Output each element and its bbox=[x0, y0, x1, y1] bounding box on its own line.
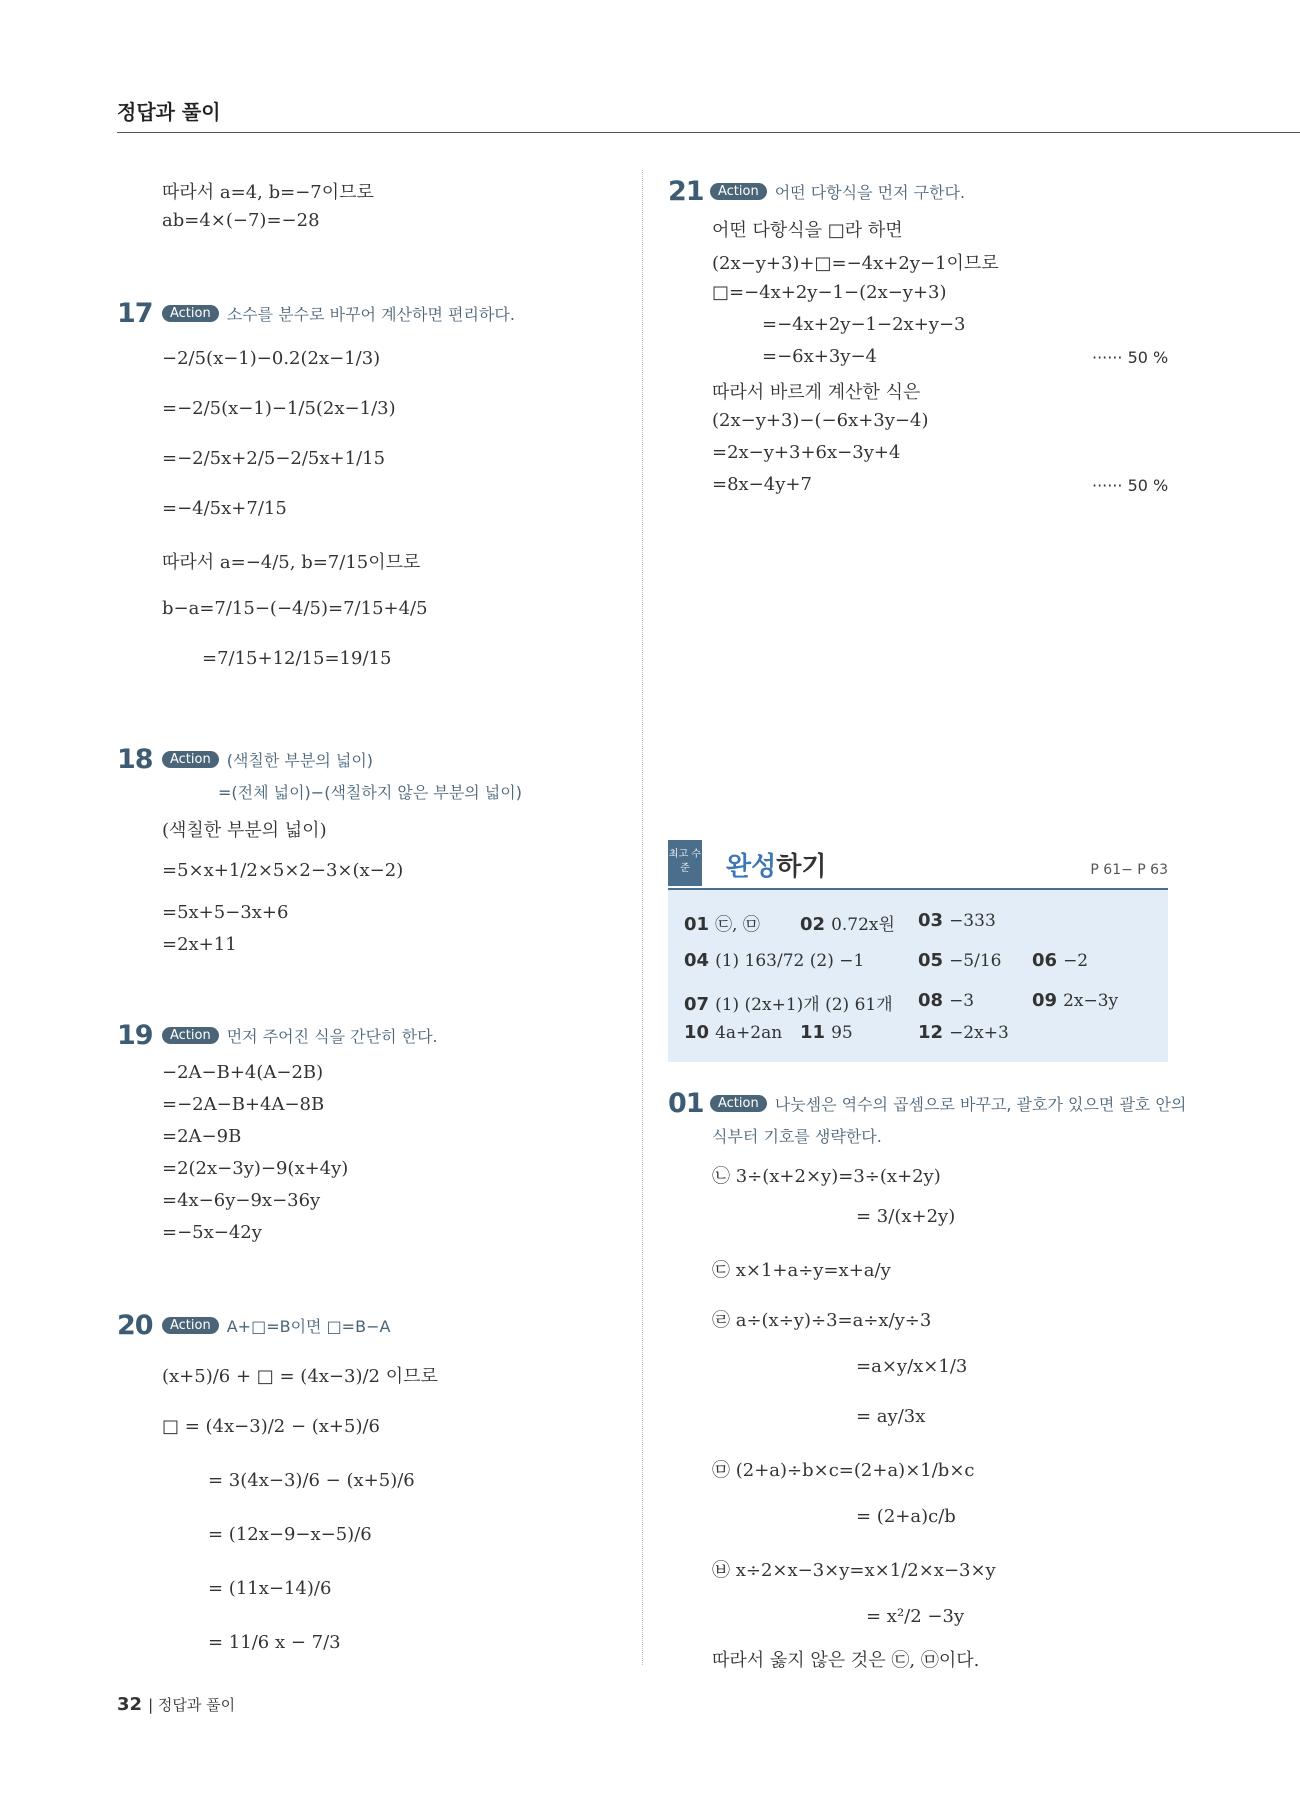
p17-line-1: −2/5(x−1)−0.2(2x−1/3) bbox=[162, 348, 381, 369]
footer-divider: | bbox=[148, 1696, 154, 1714]
p20-line-6: = 11/6 x − 7/3 bbox=[208, 1632, 341, 1653]
p21-line-5: =−6x+3y−4 bbox=[762, 346, 878, 367]
answer-number: 03 bbox=[918, 910, 944, 931]
answer-number: 01 bbox=[684, 914, 710, 935]
header-rule bbox=[117, 132, 1300, 133]
p21-hint-row bbox=[710, 180, 965, 203]
s01-line-9: ㉥ x÷2×x−3×y=x×1/2×x−3×y bbox=[712, 1560, 996, 1581]
s01-line-3: ㉢ x×1+a÷y=x+a/y bbox=[712, 1260, 891, 1281]
s01-line-10: = x²/2 −3y bbox=[866, 1606, 965, 1627]
answer-value: −3 bbox=[949, 991, 975, 1011]
problem-number-19: 19 bbox=[117, 1020, 153, 1051]
s01-line-8: = (2+a)c/b bbox=[856, 1506, 956, 1527]
p20-line-5: = (11x−14)/6 bbox=[208, 1578, 332, 1599]
page-number: 32 bbox=[117, 1694, 143, 1715]
p17-line-4: =−4/5x+7/15 bbox=[162, 498, 287, 519]
answer-value: −2 bbox=[1063, 951, 1089, 971]
answer-04 bbox=[684, 950, 864, 971]
p19-line-1: −2A−B+4(A−2B) bbox=[162, 1062, 324, 1083]
answer-value: ㉢, ㉤ bbox=[715, 915, 760, 935]
action-tag: Action bbox=[162, 751, 219, 768]
p18-hint: (색칠한 부분의 넓이) bbox=[226, 751, 374, 770]
answer-summary-box bbox=[668, 888, 1168, 1062]
score-percent-1: ······ 50 % bbox=[1092, 348, 1169, 367]
problem-number-20: 20 bbox=[117, 1310, 153, 1341]
s01-hint: 나눗셈은 역수의 곱셈으로 바꾸고, 괄호가 있으면 괄호 안의 bbox=[774, 1095, 1187, 1114]
p21-line-6: 따라서 바르게 계산한 식은 bbox=[712, 382, 921, 403]
answer-number: 04 bbox=[684, 950, 710, 971]
answer-11 bbox=[800, 1022, 853, 1043]
answer-09 bbox=[1032, 990, 1118, 1011]
p21-line-1: 어떤 다항식을 □라 하면 bbox=[712, 220, 903, 241]
p18-line-3: =5x+5−3x+6 bbox=[162, 902, 289, 923]
answer-number: 10 bbox=[684, 1022, 710, 1043]
answer-value: −333 bbox=[949, 911, 996, 931]
p17-line-7: =7/15+12/15=19/15 bbox=[202, 648, 392, 669]
answer-01 bbox=[684, 910, 760, 935]
s01-hint-2: 식부터 기호를 생략한다. bbox=[712, 1127, 882, 1146]
answer-number: 12 bbox=[918, 1022, 944, 1043]
p20-hint: A+□=B이면 □=B−A bbox=[226, 1317, 391, 1336]
summary-title-rest: 하기 bbox=[776, 852, 827, 882]
s01-line-2: = 3/(x+2y) bbox=[856, 1206, 956, 1227]
problem-number-21: 21 bbox=[668, 176, 704, 207]
summary-header bbox=[668, 840, 1168, 888]
p21-line-8: =2x−y+3+6x−3y+4 bbox=[712, 442, 901, 463]
page-header-title: 정답과 풀이 bbox=[117, 100, 221, 124]
answer-value: 2x−3y bbox=[1063, 991, 1119, 1011]
p20-line-2: □ = (4x−3)/2 − (x+5)/6 bbox=[162, 1416, 381, 1437]
summary-title-highlight: 완성 bbox=[726, 852, 777, 882]
p21-line-9: =8x−4y+7 bbox=[712, 474, 812, 495]
answer-number: 07 bbox=[684, 994, 710, 1015]
answer-number: 06 bbox=[1032, 950, 1058, 971]
s01-line-6: = ay/3x bbox=[856, 1406, 926, 1427]
p21-line-4: =−4x+2y−1−2x+y−3 bbox=[762, 314, 966, 335]
p19-line-5: =4x−6y−9x−36y bbox=[162, 1190, 321, 1211]
p17-line-5: 따라서 a=−4/5, b=7/15이므로 bbox=[162, 552, 421, 573]
answer-10 bbox=[684, 1022, 782, 1043]
p20-line-3: = 3(4x−3)/6 − (x+5)/6 bbox=[208, 1470, 415, 1491]
s01-line-4: ㉣ a÷(x÷y)÷3=a÷x/y÷3 bbox=[712, 1310, 932, 1331]
p19-line-2: =−2A−B+4A−8B bbox=[162, 1094, 325, 1115]
s01-line-7: ㉤ (2+a)÷b×c=(2+a)×1/b×c bbox=[712, 1460, 975, 1481]
summary-title bbox=[726, 846, 826, 883]
answer-value: (1) 163/72 (2) −1 bbox=[715, 951, 865, 971]
p21-line-7: (2x−y+3)−(−6x+3y−4) bbox=[712, 410, 929, 431]
p17-line-6: b−a=7/15−(−4/5)=7/15+4/5 bbox=[162, 598, 428, 619]
action-tag: Action bbox=[162, 305, 219, 322]
answer-value: −2x+3 bbox=[949, 1023, 1009, 1043]
s01-line-1: ㉡ 3÷(x+2×y)=3÷(x+2y) bbox=[712, 1166, 941, 1187]
p18-line-4: =2x+11 bbox=[162, 934, 237, 955]
p18-line-2: =5×x+1/2×5×2−3×(x−2) bbox=[162, 860, 404, 881]
p19-hint: 먼저 주어진 식을 간단히 한다. bbox=[226, 1027, 438, 1046]
answer-value: 0.72x원 bbox=[831, 915, 895, 935]
answer-number: 05 bbox=[918, 950, 944, 971]
p20-line-4: = (12x−9−x−5)/6 bbox=[208, 1524, 372, 1545]
answer-02 bbox=[800, 910, 895, 935]
p20-line-1: (x+5)/6 + □ = (4x−3)/2 이므로 bbox=[162, 1366, 438, 1387]
p17-hint: 소수를 분수로 바꾸어 계산하면 편리하다. bbox=[226, 305, 515, 324]
answer-number: 09 bbox=[1032, 990, 1058, 1011]
score-percent-2: ······ 50 % bbox=[1092, 476, 1169, 495]
answer-05 bbox=[918, 950, 1001, 971]
solution-number-01: 01 bbox=[668, 1088, 704, 1119]
page-footer bbox=[117, 1694, 235, 1715]
action-tag: Action bbox=[162, 1317, 219, 1334]
answer-value: −5/16 bbox=[949, 951, 1002, 971]
p18-hint-row bbox=[162, 748, 373, 771]
p16-line-2: ab=4×(−7)=−28 bbox=[162, 210, 320, 231]
answer-value: (1) (2x+1)개 (2) 61개 bbox=[715, 995, 893, 1015]
answer-number: 02 bbox=[800, 914, 826, 935]
level-badge: 최고 수준 bbox=[668, 840, 702, 886]
p16-line-1: 따라서 a=4, b=−7이므로 bbox=[162, 182, 374, 203]
p21-line-3: □=−4x+2y−1−(2x−y+3) bbox=[712, 282, 947, 303]
column-divider bbox=[642, 170, 643, 1665]
answer-07 bbox=[684, 990, 893, 1015]
footer-label: 정답과 풀이 bbox=[157, 1696, 236, 1714]
answer-12 bbox=[918, 1022, 1009, 1043]
problem-number-17: 17 bbox=[117, 298, 153, 329]
p19-line-4: =2(2x−3y)−9(x+4y) bbox=[162, 1158, 349, 1179]
answer-06 bbox=[1032, 950, 1088, 971]
p17-line-3: =−2/5x+2/5−2/5x+1/15 bbox=[162, 448, 386, 469]
answer-08 bbox=[918, 990, 974, 1011]
p21-line-2: (2x−y+3)+□=−4x+2y−1이므로 bbox=[712, 253, 999, 274]
p18-line-1: (색칠한 부분의 넓이) bbox=[162, 820, 327, 841]
answer-number: 11 bbox=[800, 1022, 826, 1043]
action-tag: Action bbox=[710, 1095, 767, 1112]
action-tag: Action bbox=[162, 1027, 219, 1044]
answer-03 bbox=[918, 910, 996, 931]
p20-hint-row bbox=[162, 1314, 390, 1337]
action-tag: Action bbox=[710, 183, 767, 200]
answer-number: 08 bbox=[918, 990, 944, 1011]
p19-line-3: =2A−9B bbox=[162, 1126, 242, 1147]
p21-hint: 어떤 다항식을 먼저 구한다. bbox=[774, 183, 966, 202]
problem-number-18: 18 bbox=[117, 744, 153, 775]
s01-line-5: =a×y/x×1/3 bbox=[856, 1356, 968, 1377]
p18-hint-2: =(전체 넓이)−(색칠하지 않은 부분의 넓이) bbox=[218, 783, 522, 802]
p17-line-2: =−2/5(x−1)−1/5(2x−1/3) bbox=[162, 398, 396, 419]
p17-hint-row bbox=[162, 302, 515, 325]
page-range: P 61− P 63 bbox=[1090, 862, 1168, 878]
s01-hint-row bbox=[710, 1092, 1186, 1115]
s01-line-11: 따라서 옳지 않은 것은 ㉢, ㉤이다. bbox=[712, 1650, 980, 1671]
p19-hint-row bbox=[162, 1024, 438, 1047]
answer-value: 95 bbox=[831, 1023, 853, 1043]
answer-value: 4a+2an bbox=[715, 1023, 783, 1043]
p19-line-6: =−5x−42y bbox=[162, 1222, 262, 1243]
